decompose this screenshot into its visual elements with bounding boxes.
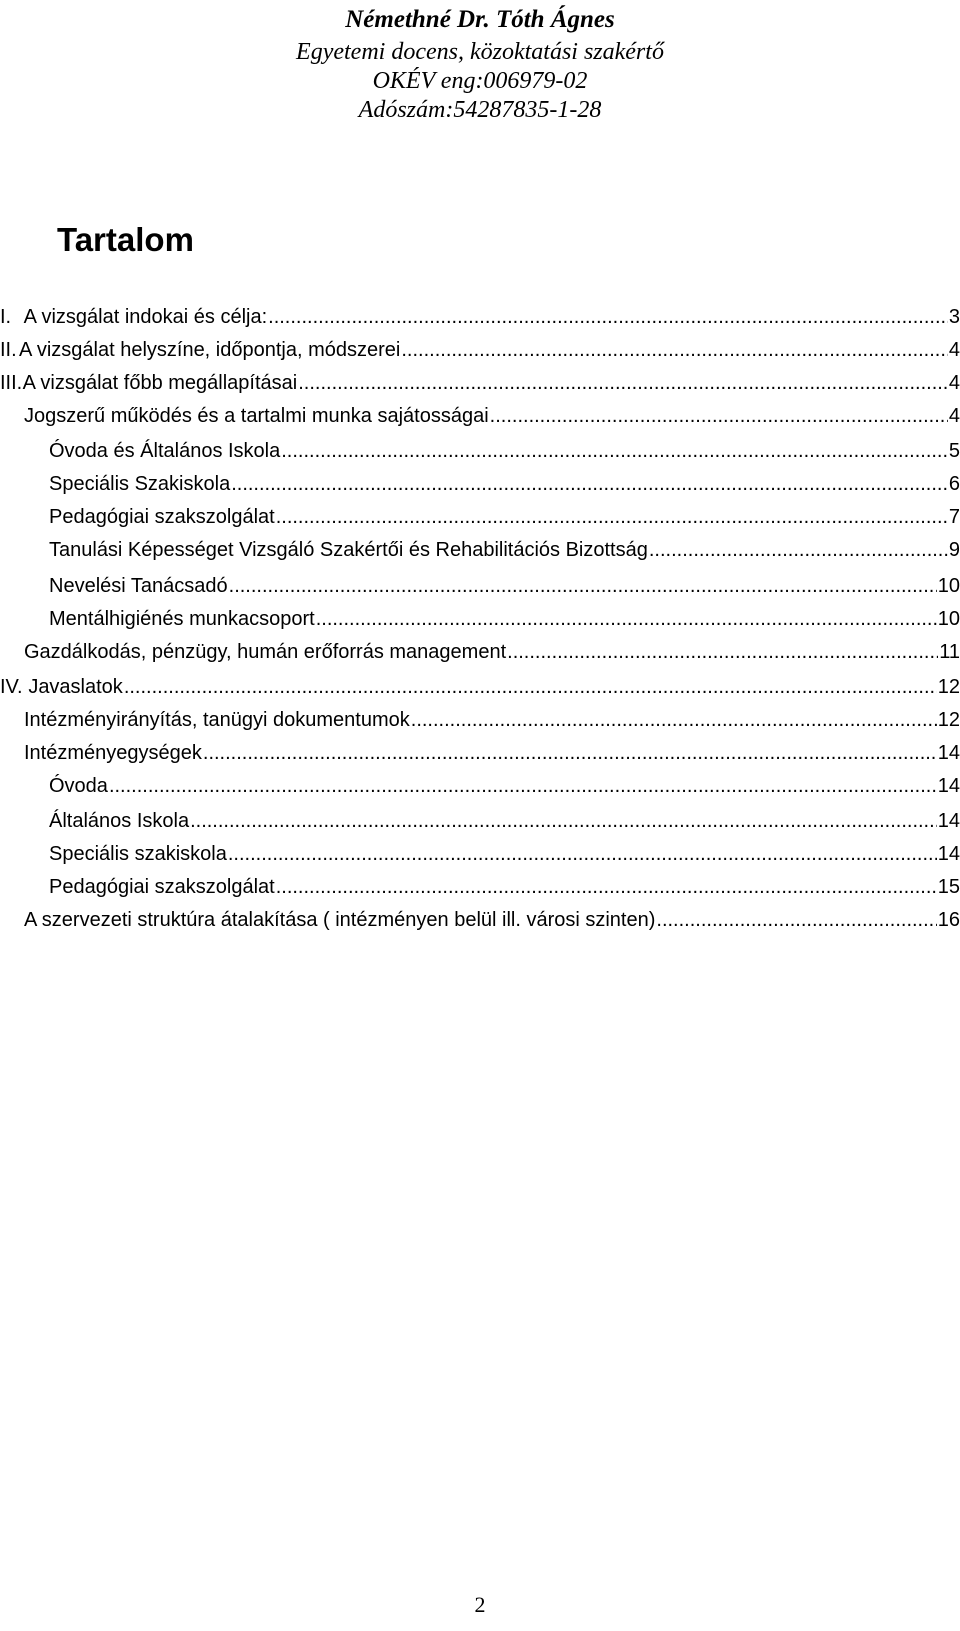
toc-entry-label: Tanulási Képességet Vizsgáló Szakértői és Rehabilitációs Bizottság xyxy=(49,539,648,561)
toc-leader-dots xyxy=(124,676,937,699)
toc-entry-label: Intézményegységek xyxy=(24,742,202,764)
toc-leader-dots xyxy=(401,339,948,362)
toc-entry-page: 9 xyxy=(948,539,960,561)
toc-leader-dots xyxy=(229,575,937,598)
toc-entry[interactable] xyxy=(49,440,960,470)
toc-leader-dots xyxy=(228,843,937,866)
toc-entry-page: 12 xyxy=(937,709,960,731)
toc-entry[interactable] xyxy=(49,608,960,638)
toc-leader-dots xyxy=(109,775,937,798)
toc-entry-page: 6 xyxy=(948,473,960,495)
tax-number: Adószám:54287835-1-28 xyxy=(358,97,602,123)
toc-leader-dots xyxy=(490,405,948,428)
toc-entry[interactable] xyxy=(24,909,960,939)
toc-entry-label: Óvoda és Általános Iskola xyxy=(49,440,281,462)
toc-entry-label: A vizsgálat indokai és célja: xyxy=(23,306,268,328)
toc-leader-dots xyxy=(276,506,948,529)
toc-entry-page: 14 xyxy=(937,843,960,865)
toc-entry-page: 10 xyxy=(937,608,960,630)
toc-leader-dots xyxy=(281,440,948,463)
toc-entry-label: Mentálhigiénés munkacsoport xyxy=(49,608,315,630)
author-role: Egyetemi docens, közoktatási szakértő xyxy=(296,39,664,65)
toc-leader-dots xyxy=(656,909,936,932)
toc-entry[interactable] xyxy=(49,575,960,605)
toc-entry-number: II. xyxy=(0,339,17,361)
toc-entry-page: 5 xyxy=(948,440,960,462)
toc-entry-number: IV. xyxy=(0,676,23,698)
toc-leader-dots xyxy=(316,608,937,631)
toc-entry-page: 16 xyxy=(937,909,960,931)
toc-entry-label: Nevelési Tanácsadó xyxy=(49,575,228,597)
page-number: 2 xyxy=(474,1592,486,1617)
toc-entry-label: Speciális Szakiskola xyxy=(49,473,231,495)
toc-entry-label: Pedagógiai szakszolgálat xyxy=(49,876,275,898)
toc-entry-page: 11 xyxy=(939,641,960,663)
toc-entry-page: 3 xyxy=(948,306,960,328)
author-name: Némethné Dr. Tóth Ágnes xyxy=(345,6,615,33)
toc-entry-label: Óvoda xyxy=(49,775,108,797)
toc-entry-number: III. xyxy=(0,372,23,394)
toc-entry-label: Intézményirányítás, tanügyi dokumentumok xyxy=(24,709,410,731)
toc-entry[interactable] xyxy=(24,709,960,739)
toc-entry[interactable] xyxy=(49,843,960,873)
toc-entry-label: Pedagógiai szakszolgálat xyxy=(49,506,275,528)
toc-entry[interactable] xyxy=(49,810,960,840)
toc-entry[interactable] xyxy=(49,506,960,536)
document-header xyxy=(0,0,960,125)
toc-entry[interactable] xyxy=(49,539,960,569)
okev-registration: OKÉV eng:006979-02 xyxy=(372,68,588,94)
toc-entry-page: 12 xyxy=(937,676,960,698)
toc-title: Tartalom xyxy=(57,221,194,258)
toc-entry[interactable] xyxy=(0,372,960,402)
toc-leader-dots xyxy=(231,473,948,496)
toc-entry-label: A szervezeti struktúra átalakítása ( intézményen belül ill. városi szinten) xyxy=(24,909,656,931)
toc-entry[interactable] xyxy=(0,676,960,706)
toc-leader-dots xyxy=(411,709,937,732)
toc-leader-dots xyxy=(298,372,948,395)
toc-entry-page: 14 xyxy=(937,775,960,797)
toc-entry[interactable] xyxy=(24,742,960,772)
toc-entry[interactable] xyxy=(24,641,960,671)
toc-entry-label: A vizsgálat főbb megállapításai xyxy=(22,372,298,394)
toc-entry-label: Gazdálkodás, pénzügy, humán erőforrás management xyxy=(24,641,507,663)
toc-entry[interactable] xyxy=(24,405,960,435)
toc-leader-dots xyxy=(268,306,948,329)
toc-leader-dots xyxy=(190,810,937,833)
toc-entry[interactable] xyxy=(49,775,960,805)
toc-leader-dots xyxy=(276,876,937,899)
toc-entry[interactable] xyxy=(49,876,960,906)
toc-entry-page: 4 xyxy=(948,339,960,361)
toc-entry[interactable] xyxy=(49,473,960,503)
toc-entry-page: 15 xyxy=(937,876,960,898)
toc-entry-label: Általános Iskola xyxy=(49,810,190,832)
toc-entry-label: Speciális szakiskola xyxy=(49,843,227,865)
toc-entry-page: 4 xyxy=(948,372,960,394)
toc-entry-label: Javaslatok xyxy=(28,676,123,698)
toc-entry-page: 4 xyxy=(948,405,960,427)
toc-entry[interactable] xyxy=(0,339,960,369)
toc-entry-page: 14 xyxy=(937,742,960,764)
toc-entry-label: A vizsgálat helyszíne, időpontja, módszerei xyxy=(19,339,401,361)
toc-leader-dots xyxy=(203,742,937,765)
toc-leader-dots xyxy=(649,539,948,562)
toc-entry[interactable] xyxy=(0,306,960,336)
toc-entry-number: I. xyxy=(0,306,12,328)
toc-entry-page: 10 xyxy=(937,575,960,597)
toc-leader-dots xyxy=(507,641,938,664)
toc-entry-page: 7 xyxy=(948,506,960,528)
toc-entry-page: 14 xyxy=(937,810,960,832)
toc-entry-label: Jogszerű működés és a tartalmi munka sajátosságai xyxy=(24,405,489,427)
